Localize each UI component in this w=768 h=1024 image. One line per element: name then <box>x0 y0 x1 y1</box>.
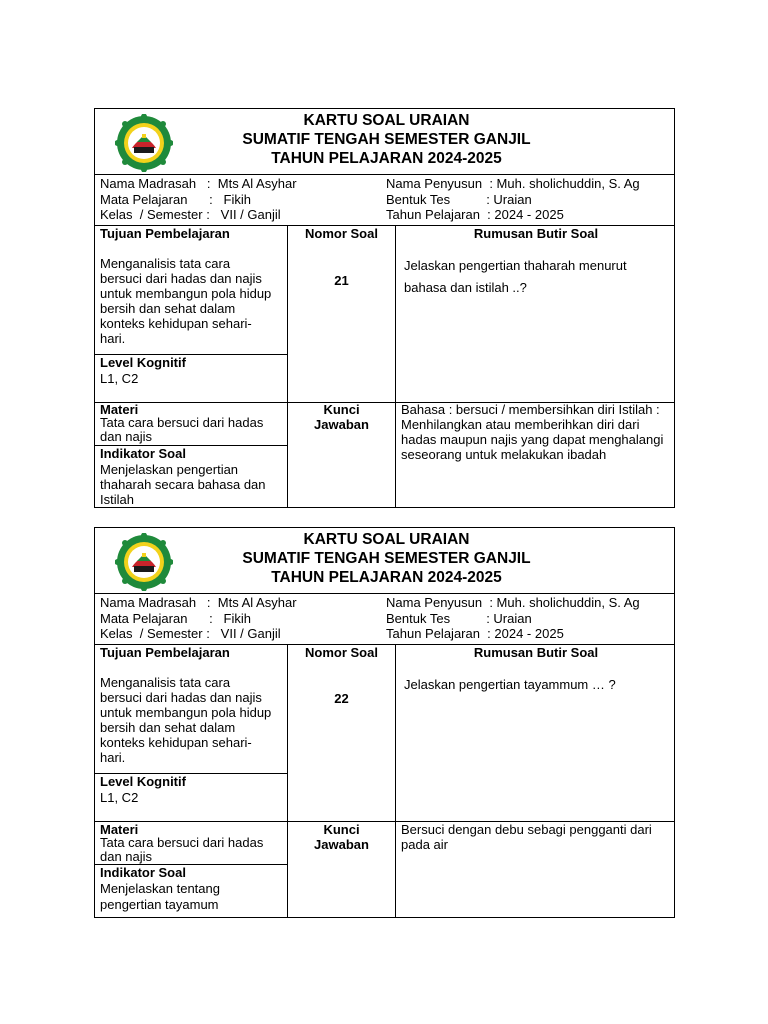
divider <box>395 644 396 918</box>
learning-goal-label: Tujuan Pembelajaran <box>100 645 230 660</box>
answer-key-label <box>288 822 395 852</box>
divider <box>395 225 396 508</box>
indicator-text: Menjelaskan tentang pengertian tayamum <box>100 881 220 912</box>
material-text: Tata cara bersuci dari hadas dan najis <box>100 835 264 864</box>
question-formulation-label: Rumusan Butir Soal <box>473 226 599 241</box>
test-type-row: Bentuk Tes : Uraian <box>386 191 532 207</box>
info-block <box>95 594 674 645</box>
card-title: KARTU SOAL URAIAN <box>303 531 470 548</box>
cognitive-level-value: L1, C2 <box>100 371 139 386</box>
cognitive-level-label: Level Kognitif <box>100 774 186 789</box>
card-header <box>95 109 674 175</box>
question-card-22 <box>94 527 675 918</box>
year-row: Tahun Pelajaran : 2024 - 2025 <box>386 207 564 222</box>
info-block <box>95 175 674 226</box>
answer-key-text: Bersuci dengan debu sebagi pengganti dari pada air <box>401 822 652 852</box>
question-formulation-label: Rumusan Butir Soal <box>473 645 599 660</box>
answer-key-text: Bahasa : bersuci / membersihkan diri Istilah : Menhilangkan atau memberihkan diri dari hadas maupun najis yang dapat menghalangi seseorang untuk melakukan ibadah <box>401 402 664 462</box>
author-row: Nama Penyusun : Muh. sholichuddin, S. Ag <box>386 176 640 191</box>
exam-title: SUMATIF TENGAH SEMESTER GANJIL <box>242 131 531 148</box>
question-text-line2: bahasa dan istilah ..? <box>404 280 527 295</box>
card-header <box>95 528 674 594</box>
subject-row: Mata Pelajaran : Fikih <box>100 191 252 207</box>
divider <box>287 644 288 918</box>
year-row: Tahun Pelajaran : 2024 - 2025 <box>386 626 564 641</box>
indicator-label: Indikator Soal <box>100 446 186 461</box>
madrasah-row: Nama Madrasah : Mts Al Asyhar <box>100 176 297 191</box>
question-number: 22 <box>334 691 349 706</box>
subject-row: Mata Pelajaran : Fikih <box>100 610 252 626</box>
question-number: 21 <box>334 273 349 288</box>
learning-goal-text: Menganalisis tata cara bersuci dari hadas dan najis untuk membangun pola hidup bersih dan sehat dalam konteks kehidupan sehari-hari. <box>100 256 272 346</box>
year-title: TAHUN PELAJARAN 2024-2025 <box>271 150 502 167</box>
test-type-row: Bentuk Tes : Uraian <box>386 610 532 626</box>
material-label: Materi <box>100 822 139 837</box>
cognitive-level-label: Level Kognitif <box>100 355 186 370</box>
class-row: Kelas / Semester : VII / Ganjil <box>100 207 281 222</box>
learning-goal-label: Tujuan Pembelajaran <box>100 226 230 241</box>
question-number-label: Nomor Soal <box>305 226 378 241</box>
answer-key-label-line2: Jawaban <box>314 417 369 432</box>
material-label: Materi <box>100 402 139 417</box>
author-row: Nama Penyusun : Muh. sholichuddin, S. Ag <box>386 595 640 610</box>
year-title: TAHUN PELAJARAN 2024-2025 <box>271 569 502 586</box>
answer-key-label-line1: Kunci <box>323 402 360 417</box>
indicator-text: Menjelaskan pengertian thaharah secara bahasa dan Istilah <box>100 462 266 507</box>
material-text: Tata cara bersuci dari hadas dan najis <box>100 415 264 444</box>
learning-goal-text: Menganalisis tata cara bersuci dari hadas dan najis untuk membangun pola hidup bersih dan sehat dalam konteks kehidupan sehari-hari. <box>100 675 272 765</box>
question-card-21 <box>94 108 675 508</box>
divider <box>287 225 288 508</box>
question-text-line1: Jelaskan pengertian tayammum … ? <box>404 677 616 692</box>
exam-title: SUMATIF TENGAH SEMESTER GANJIL <box>242 550 531 567</box>
indicator-label: Indikator Soal <box>100 865 186 880</box>
madrasah-row: Nama Madrasah : Mts Al Asyhar <box>100 595 297 610</box>
answer-key-label-line1: Kunci <box>323 822 360 837</box>
card-title: KARTU SOAL URAIAN <box>303 112 470 129</box>
question-text-line1: Jelaskan pengertian thaharah menurut <box>404 258 627 273</box>
question-number-label: Nomor Soal <box>305 645 378 660</box>
answer-key-label <box>288 402 395 432</box>
cognitive-level-value: L1, C2 <box>100 790 139 805</box>
class-row: Kelas / Semester : VII / Ganjil <box>100 626 281 641</box>
answer-key-label-line2: Jawaban <box>314 837 369 852</box>
